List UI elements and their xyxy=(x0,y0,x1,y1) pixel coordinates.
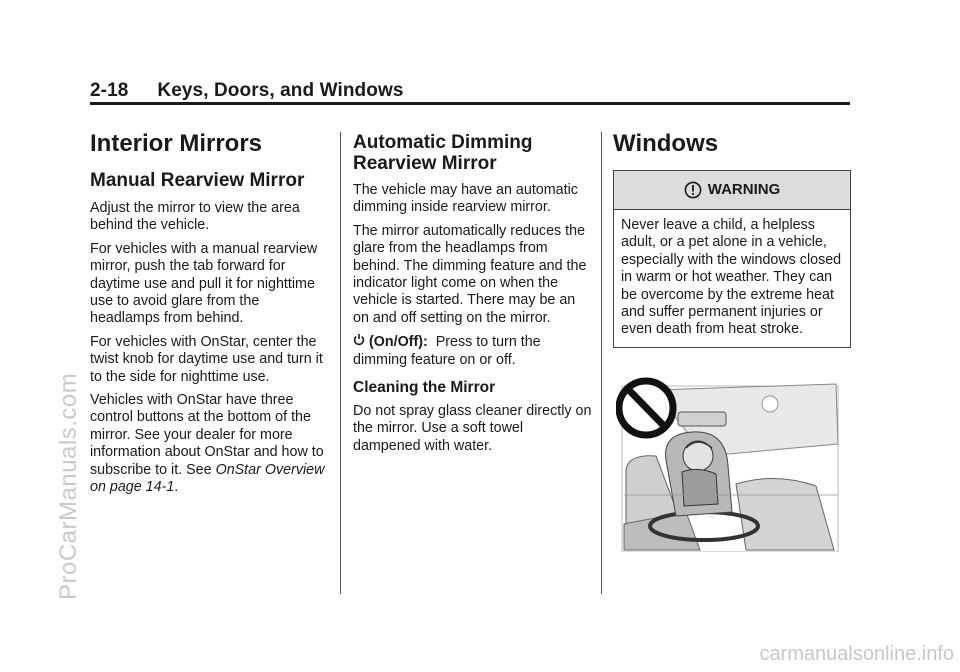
period: . xyxy=(174,479,179,496)
paragraph-text: Vehicles with OnStar have three control buttons at the bottom of the mirror. See your dealer for more information about OnStar and how to subscribe to it. See xyxy=(90,392,324,478)
paragraph: The vehicle may have an automatic dimming inside rearview mirror. xyxy=(353,182,578,216)
heading-automatic-dimming: Automatic Dimming Rearview Mirror xyxy=(353,132,533,174)
warning-icon xyxy=(684,181,702,199)
paragraph: Do not spray glass cleaner directly on the mirror. Use a soft towel dampened with water. xyxy=(353,403,592,454)
heading-manual-rearview-mirror: Manual Rearview Mirror xyxy=(90,170,305,191)
paragraph: For vehicles with OnStar, center the twist knob for daytime use and turn it to the side for nighttime use. xyxy=(90,333,323,385)
onoff-paragraph xyxy=(353,333,593,369)
section-title: Keys, Doors, and Windows xyxy=(157,80,404,101)
column-divider xyxy=(340,132,341,594)
power-icon xyxy=(353,333,365,351)
heading-windows: Windows xyxy=(613,130,719,157)
column-interior-mirrors xyxy=(90,128,330,503)
onoff-text: Press to turn the dimming feature on or off. xyxy=(353,334,541,368)
page-header xyxy=(90,80,850,102)
prohibition-icon xyxy=(619,381,673,435)
footer-watermark-url: carmanualsonline.info xyxy=(759,643,954,665)
heading-cleaning-the-mirror: Cleaning the Mirror xyxy=(353,379,496,397)
warning-text: Never leave a child, a helpless adult, or a pet alone in a vehicle, especially with the windows closed in warm or hot weather. They can be overcome by the extreme heat and suffer permanent injuries or even death from heat stroke. xyxy=(621,217,842,338)
column-windows xyxy=(613,128,853,348)
header-rule xyxy=(90,102,850,105)
column-auto-dimming xyxy=(353,128,593,461)
cross-reference-link[interactable]: OnStar Overview on page 14-1 xyxy=(90,461,325,496)
paragraph: Adjust the mirror to view the area behind the vehicle. xyxy=(90,200,300,234)
paragraph xyxy=(90,392,330,496)
page-number: 2-18 xyxy=(90,80,129,101)
warning-box xyxy=(613,170,851,348)
paragraph: The mirror automatically reduces the glare from the headlamps from behind. The dimming feature and the indicator light come on when the vehicle is started. There may be an on and off setting on the mirror. xyxy=(353,222,587,326)
child-in-car-illustration xyxy=(616,374,840,552)
paragraph: For vehicles with a manual rearview mirror, push the tab forward for daytime use and pull it for nighttime use to avoid glare from the headlamps from behind. xyxy=(90,240,318,327)
warning-header xyxy=(614,171,850,210)
heading-interior-mirrors: Interior Mirrors xyxy=(90,130,263,157)
warning-label: WARNING xyxy=(707,181,781,199)
watermark-procarmanuals: ProCarManuals.com xyxy=(55,372,82,600)
onoff-label: (On/Off): xyxy=(369,334,428,351)
column-divider xyxy=(601,132,602,594)
